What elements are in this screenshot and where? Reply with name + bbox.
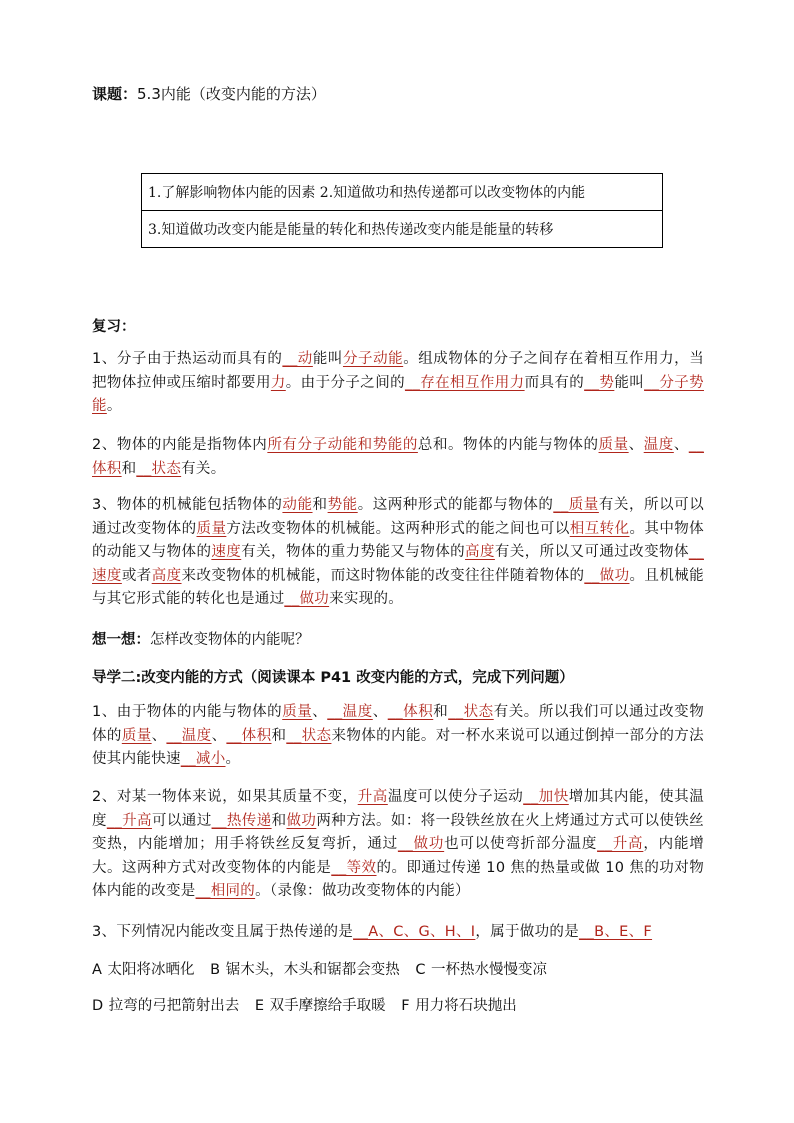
review-paragraph-1: [92, 348, 704, 419]
fill-in-answer: __速度: [92, 544, 704, 584]
fill-in-answer: 做功: [286, 812, 317, 829]
paragraph-text: 可以通过: [151, 812, 212, 829]
paragraph-text: 能叫: [312, 351, 343, 367]
paragraph-text: 能叫: [614, 374, 645, 391]
paragraph-text: 方法改变物体的机械能。这两种形式的能之间也可以: [226, 520, 570, 537]
fill-in-answer: __质量: [553, 497, 599, 513]
fill-in-answer: 高度: [465, 544, 495, 560]
paragraph-text: 来实现的。: [329, 591, 404, 607]
paragraph-text: 有关，所以可以通过改变物体的: [92, 497, 704, 537]
fill-in-answer: 升高: [357, 789, 388, 805]
paragraph-text: 或者: [121, 567, 152, 584]
fill-in-answer: 高度: [151, 567, 182, 584]
fill-in-answer: __升高: [106, 812, 152, 829]
review-heading: 复习：: [92, 319, 136, 335]
paragraph-text: 。: [225, 751, 241, 767]
paragraph-text: 2、对某一物体来说，如果其质量不变，: [92, 789, 358, 805]
paragraph-text: 两种方法。如：将一段铁丝放在火上烤通过方式可以使铁丝变热，内能增加；用手将铁丝反复弯折，通过: [92, 812, 704, 852]
fill-in-answer: __分子势能: [92, 374, 704, 414]
fill-in-answer: 速度: [211, 544, 242, 560]
options-row-1: [92, 958, 557, 979]
fill-in-answer: __状态: [286, 727, 332, 744]
paragraph-text: ，内能增大。这两种方式对改变物体的内能是: [92, 836, 705, 876]
fill-in-answer: 相互转化: [569, 520, 630, 537]
option-a: A 太阳将冰晒化: [92, 962, 195, 978]
objective-cell: 3.知道做功改变内能是能量的转化和热传递改变内能是能量的转移: [142, 211, 663, 248]
think-heading-text: 怎样改变物体的内能呢？: [150, 632, 310, 648]
paragraph-text: 和: [271, 812, 287, 829]
paragraph-text: 。由于分子之间的: [285, 374, 406, 391]
paragraph-text: 。且机械能与其它形式能的转化也是通过: [92, 567, 704, 607]
fill-in-answer: __升高: [597, 836, 644, 852]
think-heading-label: 想一想：: [92, 632, 150, 648]
fill-in-answer: 所有分子动能和势能的: [267, 437, 418, 453]
fill-in-answer: __相同的: [195, 883, 256, 899]
paragraph-text: 和: [271, 727, 287, 744]
fill-in-answer: __温度: [327, 704, 373, 720]
fill-in-answer: 质量: [598, 437, 629, 453]
paragraph-text: 2、物体的内能是指物体内: [92, 437, 268, 453]
fill-in-answer: 力: [270, 374, 286, 391]
fill-in-answer: 质量: [282, 704, 313, 720]
paragraph-text: 、: [372, 704, 388, 720]
lesson-title: [92, 84, 326, 104]
fill-in-answer: __动: [282, 351, 313, 367]
option-d: D 拉弯的弓把箭射出去: [92, 998, 240, 1014]
paragraph-text: 。其中物体的动能又与物体的: [92, 520, 704, 560]
fill-in-answer: __体积: [387, 704, 434, 720]
lesson-title-text: 5.3内能（改变内能的方法）: [137, 85, 326, 103]
paragraph-text: 、: [628, 437, 644, 453]
fill-in-answer: __体积: [92, 437, 704, 477]
fill-in-answer: 质量: [121, 727, 152, 744]
paragraph-text: 总和。物体的内能与物体的: [417, 437, 599, 453]
paragraph-text: 有关，所以又可通过改变物体: [494, 544, 689, 560]
fill-in-answer: 质量: [196, 520, 227, 537]
paragraph-text: 来物体的内能。对一杯水来说可以通过倒掉一部分的方法使其内能快速: [92, 727, 704, 767]
fill-in-answer: __状态: [448, 704, 494, 720]
fill-in-answer: __A、C、G、H、I: [353, 924, 476, 940]
paragraph-text: 、: [211, 727, 227, 744]
paragraph-text: 3、下列情况内能改变且属于热传递的是: [92, 924, 354, 940]
paragraph-text: 增加其内能，使其温度: [92, 789, 704, 829]
review-paragraph-2: [92, 434, 704, 481]
paragraph-text: 也可以使弯折部分温度: [444, 836, 598, 852]
fill-in-answer: __做功: [284, 591, 330, 607]
paragraph-text: 。这两种形式的能都与物体的: [357, 497, 554, 513]
fill-in-answer: __加快: [523, 789, 569, 805]
paragraph-text: 和: [121, 460, 137, 477]
paragraph-text: 来改变物体的机械能，而这时物体能的改变往往伴随着物体的: [181, 567, 585, 584]
option-c: C 一杯热水慢慢变凉: [415, 962, 548, 978]
objectives-row: [142, 174, 663, 211]
paragraph-text: ，属于做功的是: [475, 924, 579, 940]
fill-in-answer: __温度: [166, 727, 212, 744]
fill-in-answer: __状态: [136, 460, 182, 477]
option-e: E 双手摩擦给手取暖: [254, 998, 386, 1014]
fill-in-answer: 势能: [327, 497, 358, 513]
fill-in-answer: 温度: [643, 437, 674, 453]
review-paragraph-3: [92, 494, 704, 612]
paragraph-text: 而具有的: [524, 374, 585, 391]
objectives-row: [142, 211, 663, 248]
fill-in-answer: __存在相互作用力: [405, 374, 525, 391]
fill-in-answer: __减小: [180, 751, 226, 767]
objectives-table: [141, 173, 663, 248]
paragraph-text: 、: [312, 704, 328, 720]
paragraph-text: 1、由于物体的内能与物体的: [92, 704, 283, 720]
think-heading: [92, 628, 310, 649]
fill-in-answer: 分子动能: [342, 351, 404, 367]
paragraph-text: 有关。所以我们可以通过改变物体的: [92, 704, 704, 744]
paragraph-text: 、: [151, 727, 167, 744]
fill-in-answer: __热传递: [211, 812, 272, 829]
paragraph-text: 和: [312, 497, 328, 513]
paragraph-text: 3、物体的机械能包括物体的: [92, 497, 283, 513]
fill-in-answer: __势: [584, 374, 615, 391]
option-b: B 锯木头，木头和锯都会变热: [210, 962, 400, 978]
option-f: F 用力将石块抛出: [401, 998, 517, 1014]
paragraph-text: 有关。: [181, 460, 226, 477]
paragraph-text: 、: [673, 437, 689, 453]
paragraph-text: 的。即通过传递 10 焦的热量或做 10 焦的功对物体内能的改变是: [92, 859, 704, 899]
paragraph-text: 和: [433, 704, 449, 720]
fill-in-answer: __等效: [331, 859, 377, 876]
guide2-paragraph-3: [92, 921, 704, 945]
paragraph-text: 。: [106, 398, 122, 414]
guide2-paragraph-1: [92, 701, 704, 772]
fill-in-answer: __做功: [397, 836, 445, 852]
paragraph-text: 。组成物体的分子之间存在着相互作用力，当把物体拉伸或压缩时都要用: [92, 351, 705, 391]
paragraph-text: 。（录像：做功改变物体的内能）: [255, 883, 470, 899]
options-row-2: [92, 994, 527, 1015]
paragraph-text: 温度可以使分子运动: [387, 789, 524, 805]
guide2-paragraph-2: [92, 786, 704, 904]
objective-cell: 1.了解影响物体内能的因素 2.知道做功和热传递都可以改变物体的内能: [142, 174, 663, 211]
fill-in-answer: __体积: [226, 727, 272, 744]
paragraph-text: 1、分子由于热运动而具有的: [92, 351, 283, 367]
lesson-title-label: 课题：: [92, 85, 138, 103]
paragraph-text: 有关，物体的重力势能又与物体的: [241, 544, 466, 560]
guide2-heading: 导学二:改变内能的方式（阅读课本 P41 改变内能的方式，完成下列问题）: [92, 670, 574, 686]
fill-in-answer: 动能: [282, 497, 313, 513]
fill-in-answer: __做功: [584, 567, 630, 584]
fill-in-answer: __B、E、F: [579, 924, 653, 940]
